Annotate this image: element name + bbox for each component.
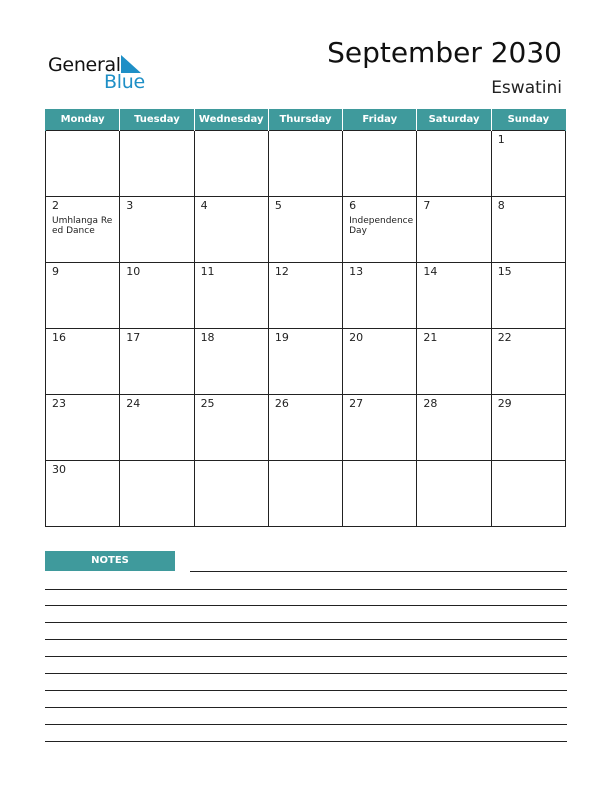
note-line <box>45 673 567 674</box>
day-cell <box>268 395 342 461</box>
note-line <box>45 639 567 640</box>
day-cell <box>343 263 417 329</box>
day-number: 29 <box>497 397 512 410</box>
logo-word-blue: Blue <box>104 71 145 93</box>
day-cell <box>46 131 120 197</box>
day-cell <box>120 395 194 461</box>
day-cell <box>194 197 268 263</box>
day-number: 16 <box>52 331 66 344</box>
day-cell <box>491 329 565 395</box>
day-number: 11 <box>200 265 215 278</box>
day-cell <box>491 131 565 197</box>
day-number: 21 <box>423 331 438 344</box>
day-cell <box>46 329 120 395</box>
day-number: 30 <box>52 463 66 476</box>
day-number: 23 <box>52 397 66 410</box>
day-cell <box>46 395 120 461</box>
note-line <box>190 571 567 572</box>
day-cell <box>268 263 342 329</box>
day-cell <box>417 131 491 197</box>
day-number: 12 <box>274 265 289 278</box>
logo-word-general: General <box>48 54 121 76</box>
day-number: 5 <box>274 199 282 212</box>
day-cell <box>417 329 491 395</box>
day-cell <box>194 461 268 527</box>
day-number: 22 <box>497 331 512 344</box>
day-cell <box>343 197 417 263</box>
note-line <box>45 589 567 590</box>
week-row <box>46 197 566 263</box>
day-cell <box>120 131 194 197</box>
day-cell <box>417 263 491 329</box>
day-cell <box>491 395 565 461</box>
holiday-label: Umhlanga Reed Dance <box>52 215 113 236</box>
day-number: 8 <box>497 199 505 212</box>
day-number: 17 <box>126 331 141 344</box>
note-line <box>45 690 567 691</box>
holiday-label: Independence Day <box>349 215 414 236</box>
day-number: 18 <box>200 331 215 344</box>
note-line <box>45 724 567 725</box>
calendar-grid <box>45 109 566 527</box>
day-cell <box>46 263 120 329</box>
generalblue-logo <box>48 52 148 92</box>
week-row <box>46 263 566 329</box>
day-cell <box>491 263 565 329</box>
weekday-header: Thursday <box>268 109 342 131</box>
day-number: 14 <box>423 265 438 278</box>
day-cell <box>268 197 342 263</box>
country-name: Eswatini <box>491 78 562 98</box>
day-cell <box>120 461 194 527</box>
day-number: 2 <box>52 199 59 212</box>
day-cell <box>120 263 194 329</box>
week-row <box>46 461 566 527</box>
day-number: 20 <box>349 331 364 344</box>
day-cell <box>417 395 491 461</box>
weekday-header: Friday <box>343 109 417 131</box>
day-cell <box>343 395 417 461</box>
weekday-header: Monday <box>46 109 120 131</box>
weekday-header: Wednesday <box>194 109 268 131</box>
day-number: 13 <box>349 265 364 278</box>
day-number: 15 <box>497 265 512 278</box>
day-number: 26 <box>274 397 289 410</box>
day-number: 25 <box>200 397 215 410</box>
weekday-header-row <box>46 109 566 131</box>
day-cell <box>268 461 342 527</box>
weekday-header: Sunday <box>491 109 565 131</box>
day-cell <box>343 329 417 395</box>
day-number: 1 <box>497 133 505 146</box>
day-cell <box>120 197 194 263</box>
day-cell <box>417 197 491 263</box>
note-line <box>45 656 567 657</box>
weekday-header: Tuesday <box>120 109 194 131</box>
day-cell <box>343 131 417 197</box>
note-line <box>45 741 567 742</box>
note-line <box>45 622 567 623</box>
day-number: 6 <box>349 199 357 212</box>
day-cell <box>46 197 120 263</box>
day-number: 19 <box>274 331 289 344</box>
note-line <box>45 605 567 606</box>
weekday-header: Saturday <box>417 109 491 131</box>
day-number: 27 <box>349 397 364 410</box>
day-number: 3 <box>126 199 134 212</box>
day-cell <box>194 131 268 197</box>
day-cell <box>194 395 268 461</box>
day-cell <box>491 197 565 263</box>
notes-label: NOTES <box>45 551 175 571</box>
day-cell <box>194 329 268 395</box>
day-cell <box>491 461 565 527</box>
day-number: 4 <box>200 199 208 212</box>
day-number: 28 <box>423 397 438 410</box>
day-number: 10 <box>126 265 141 278</box>
day-number: 24 <box>126 397 141 410</box>
day-cell <box>343 461 417 527</box>
day-cell <box>417 461 491 527</box>
week-row <box>46 395 566 461</box>
day-cell <box>46 461 120 527</box>
day-cell <box>120 329 194 395</box>
week-row <box>46 329 566 395</box>
week-row <box>46 131 566 197</box>
note-line <box>45 707 567 708</box>
day-cell <box>194 263 268 329</box>
day-number: 7 <box>423 199 431 212</box>
day-cell <box>268 329 342 395</box>
calendar-title: September 2030 <box>327 36 562 69</box>
day-number: 9 <box>52 265 59 278</box>
day-cell <box>268 131 342 197</box>
